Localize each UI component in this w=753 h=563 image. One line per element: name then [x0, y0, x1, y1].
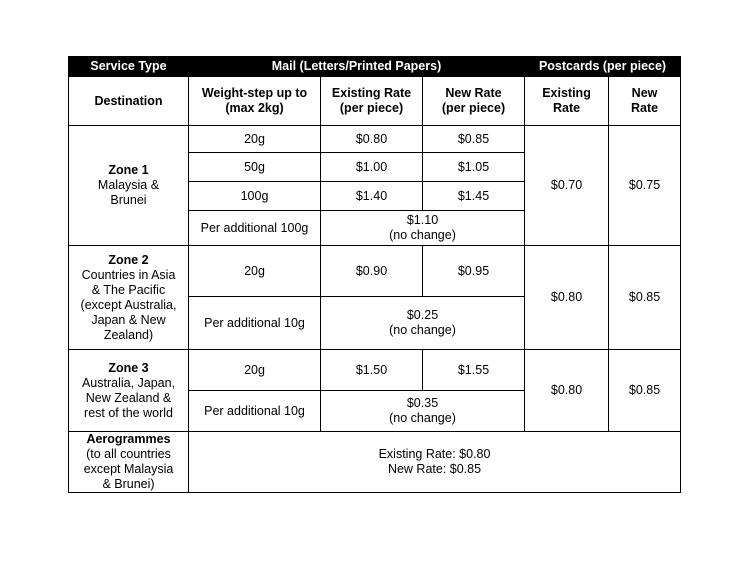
zone1-weight-50g: 50g — [189, 153, 321, 182]
zone2-new-20g: $0.95 — [423, 246, 525, 297]
zone3-new-20g: $1.55 — [423, 350, 525, 391]
zone3-postcard-new: $0.85 — [609, 350, 681, 432]
zone1-additional-weight: Per additional 100g — [189, 211, 321, 246]
service-type-header: Service Type — [69, 57, 189, 77]
table-header-row — [69, 57, 681, 77]
zone3-additional-rate: $0.35 (no change) — [321, 391, 525, 432]
zone1-weight-20g: 20g — [189, 126, 321, 153]
destination-header: Destination — [69, 77, 189, 126]
postcard-new-rate-header: New Rate — [609, 77, 681, 126]
zone2-postcard-new: $0.85 — [609, 246, 681, 350]
mail-header: Mail (Letters/Printed Papers) — [189, 57, 525, 77]
table-row — [69, 432, 681, 493]
postcard-existing-rate-header: Existing Rate — [525, 77, 609, 126]
zone1-existing-20g: $0.80 — [321, 126, 423, 153]
zone2-existing-20g: $0.90 — [321, 246, 423, 297]
zone3-additional-weight: Per additional 10g — [189, 391, 321, 432]
zone3-weight-20g: 20g — [189, 350, 321, 391]
zone1-existing-100g: $1.40 — [321, 182, 423, 211]
table-row — [69, 126, 681, 153]
zone2-postcard-existing: $0.80 — [525, 246, 609, 350]
postage-rates-table — [68, 56, 681, 493]
weight-step-header: Weight-step up to (max 2kg) — [189, 77, 321, 126]
zone1-postcard-existing: $0.70 — [525, 126, 609, 246]
zone1-additional-rate: $1.10 (no change) — [321, 211, 525, 246]
zone2-destination: Zone 2 Countries in Asia & The Pacific (except Australia, Japan & New Zealand) — [69, 246, 189, 350]
zone1-new-100g: $1.45 — [423, 182, 525, 211]
existing-rate-header: Existing Rate (per piece) — [321, 77, 423, 126]
zone1-postcard-new: $0.75 — [609, 126, 681, 246]
zone2-additional-rate: $0.25 (no change) — [321, 297, 525, 350]
table-row — [69, 246, 681, 297]
table-row — [69, 350, 681, 391]
aerogrammes-destination: Aerogrammes (to all countries except Malaysia & Brunei) — [69, 432, 189, 493]
zone1-destination: Zone 1 Malaysia & Brunei — [69, 126, 189, 246]
new-rate-header: New Rate (per piece) — [423, 77, 525, 126]
aerogrammes-rates: Existing Rate: $0.80 New Rate: $0.85 — [189, 432, 681, 493]
zone2-weight-20g: 20g — [189, 246, 321, 297]
zone3-destination: Zone 3 Australia, Japan, New Zealand & rest of the world — [69, 350, 189, 432]
zone1-existing-50g: $1.00 — [321, 153, 423, 182]
zone1-new-50g: $1.05 — [423, 153, 525, 182]
zone1-weight-100g: 100g — [189, 182, 321, 211]
zone2-additional-weight: Per additional 10g — [189, 297, 321, 350]
zone3-existing-20g: $1.50 — [321, 350, 423, 391]
table-subheader-row — [69, 77, 681, 126]
postcards-header: Postcards (per piece) — [525, 57, 681, 77]
zone3-postcard-existing: $0.80 — [525, 350, 609, 432]
zone1-new-20g: $0.85 — [423, 126, 525, 153]
